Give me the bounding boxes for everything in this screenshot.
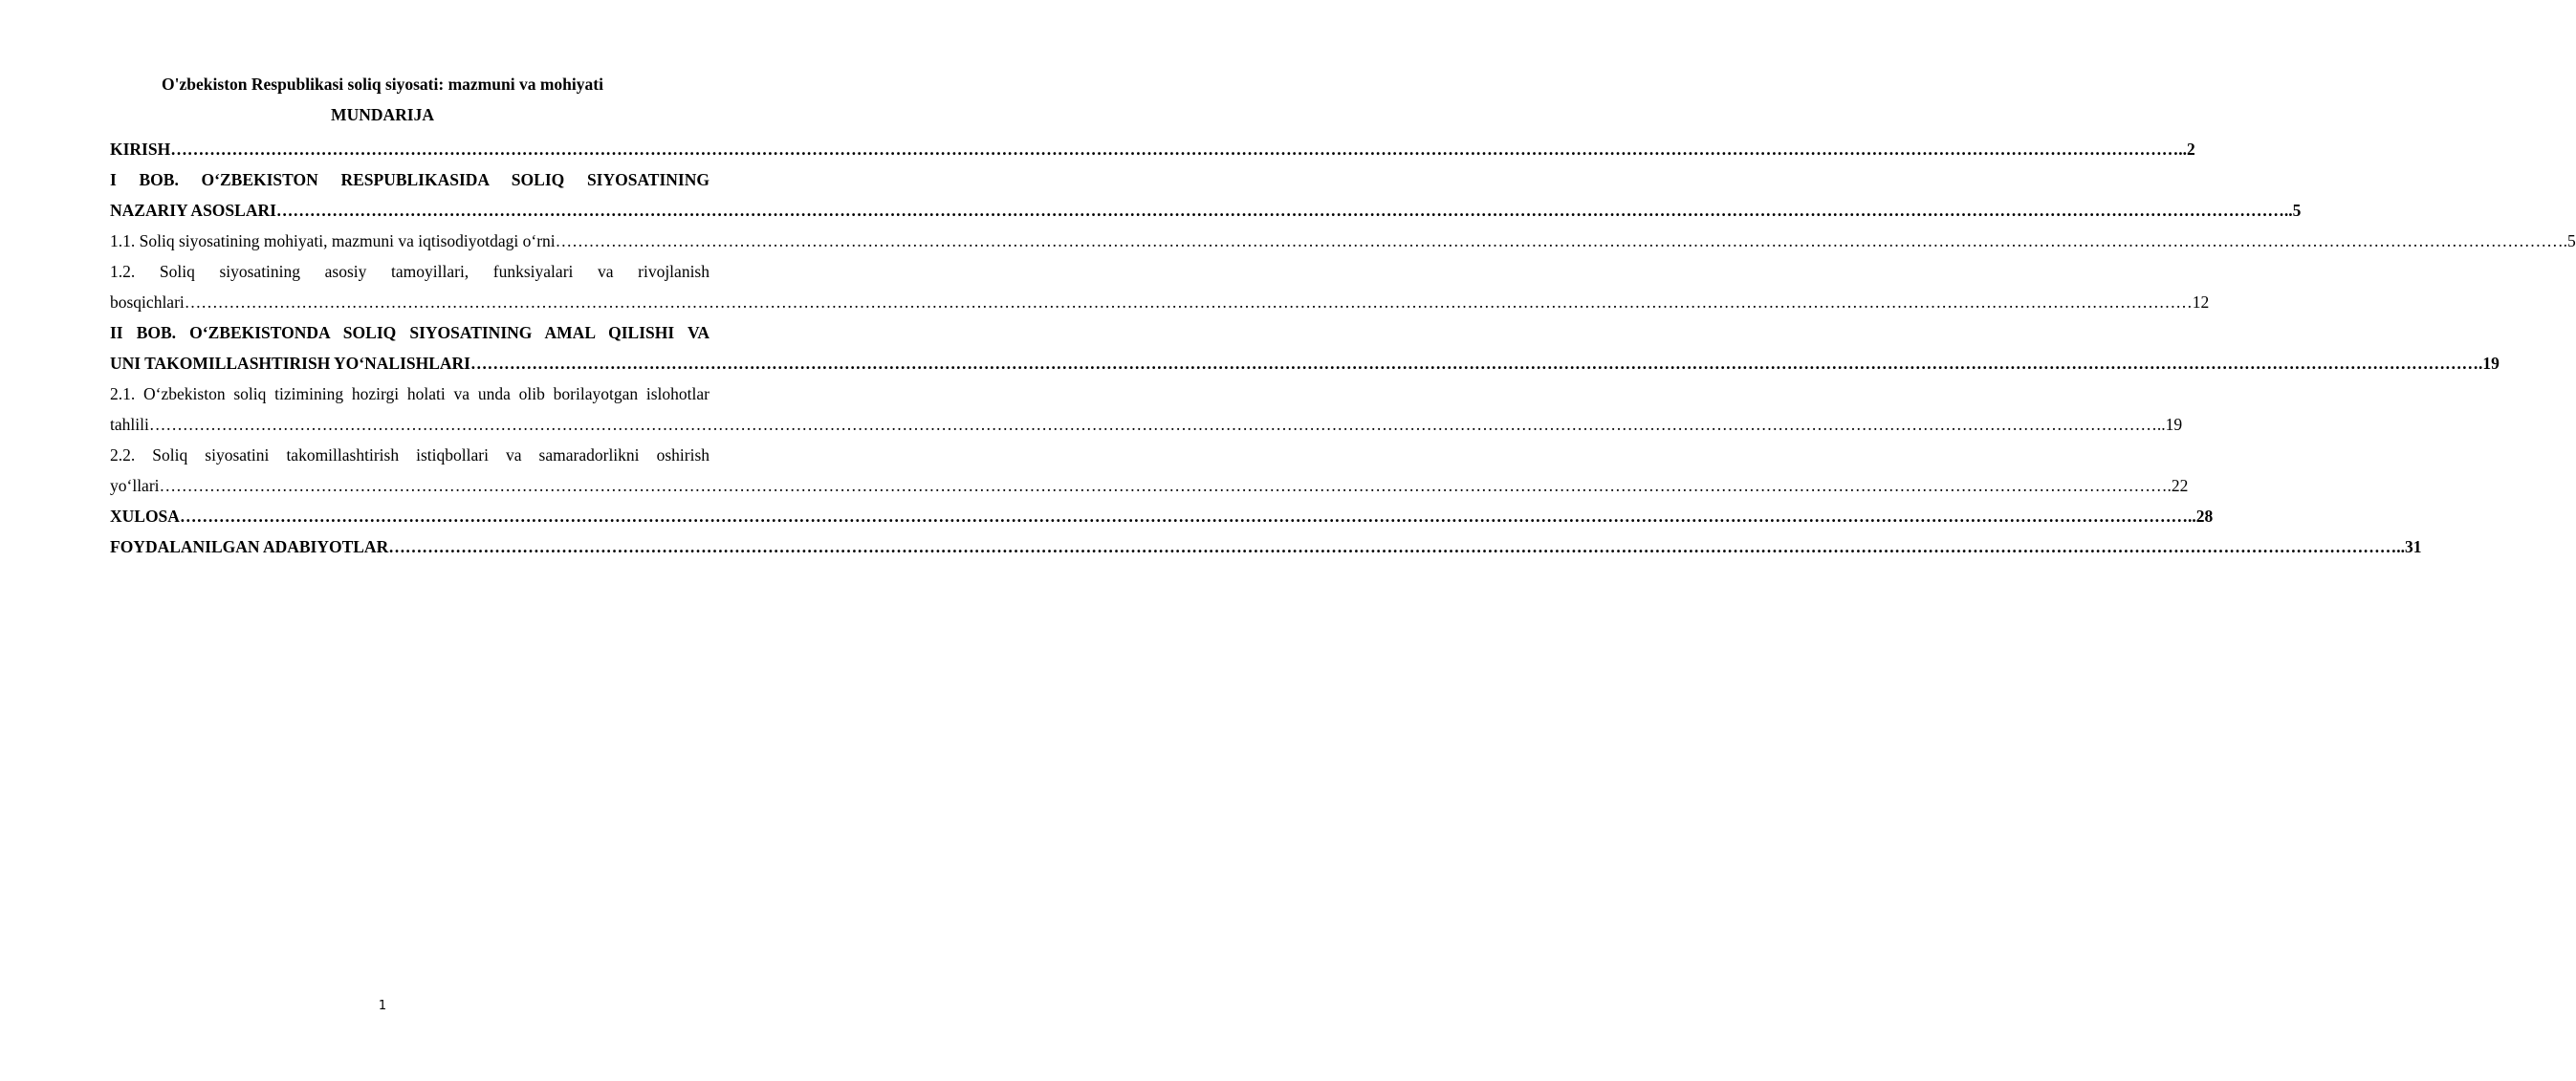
toc-entry-label: XULOSA xyxy=(110,507,180,526)
toc-entry-bob2-line1: II BOB. O‘ZBEKISTONDA SOLIQ SIYOSATINING AMAL QILISHI VA xyxy=(110,323,709,342)
toc-entry-1-1 xyxy=(110,226,2576,256)
toc-page-number: .5 xyxy=(2563,231,2576,250)
toc-entry-label: FOYDALANILGAN ADABIYOTLAR xyxy=(110,537,389,556)
toc-entry-2-1-line1: 2.1. O‘zbekiston soliq tizimining hozirgi holati va unda olib borilayotgan islohotlar xyxy=(110,384,709,403)
dot-leader: ……………………………………………………………………………………………………………………………………………………………………………………………………………………………………………………………………………………………………………………………… xyxy=(275,201,2284,220)
toc-page-number: 12 xyxy=(2192,292,2210,312)
toc-entry-label: tahlili xyxy=(110,415,149,434)
dot-leader: ……………………………………………………………………………………………………………………………………………………………………………………………………………………………………………………………………………………………………………………………… xyxy=(148,415,2157,434)
toc-entry-kirish xyxy=(110,134,2195,164)
toc-entry-bob1-line1: I BOB. O‘ZBEKISTON RESPUBLIKASIDA SOLIQ SIYOSATINING xyxy=(110,170,709,189)
toc-entry-label: UNI TAKOMILLASHTIRISH YO‘NALISHLARI xyxy=(110,354,470,373)
toc-entry-adabiyotlar xyxy=(110,531,2422,562)
dot-leader: ……………………………………………………………………………………………………………………………………………………………………………………………………………………………………………………………………………………………………………………………… xyxy=(179,507,2188,526)
toc-entry-xulosa xyxy=(110,501,2214,531)
toc-page-number: ..2 xyxy=(2178,140,2195,159)
dot-leader: ……………………………………………………………………………………………………………………………………………………………………………………………………………………………………………………………………………………………………………………………… xyxy=(170,140,2179,159)
toc-entry-label: KIRISH xyxy=(110,140,171,159)
toc-entry-label: 1.1. Soliq siyosatining mohiyati, mazmuni va iqtisodiyotdagi o‘rni xyxy=(110,231,556,250)
toc-entry-1-2 xyxy=(110,287,2210,317)
toc-page-number: ..5 xyxy=(2283,201,2302,220)
toc-entry-label: NAZARIY ASOSLARI xyxy=(110,201,276,220)
toc-page-number: ..28 xyxy=(2187,507,2214,526)
toc-entry-2-2-line1: 2.2. Soliq siyosatini takomillashtirish istiqbollari va samaradorlikni oshirish xyxy=(110,445,709,465)
document-title: O'zbekiston Respublikasi soliq siyosati: mazmuni va mohiyati xyxy=(162,75,603,94)
toc-page-number: ..31 xyxy=(2396,537,2422,556)
toc-entry-2-1 xyxy=(110,409,2183,440)
dot-leader: ……………………………………………………………………………………………………………………………………………………………………………………………………………………………………………………………………………………………………………………………… xyxy=(159,476,2168,495)
dot-leader: ……………………………………………………………………………………………………………………………………………………………………………………………………………………………………………………………………………………………………………………………… xyxy=(388,537,2397,556)
dot-leader: ……………………………………………………………………………………………………………………………………………………………………………………………………………………………………………………………………………………………………………………………… xyxy=(184,292,2193,312)
toc-heading: MUNDARIJA xyxy=(331,105,434,124)
toc-page-number: .22 xyxy=(2167,476,2189,495)
toc-entry-1-2-line1: 1.2. Soliq siyosatining asosiy tamoyillari, funksiyalari va rivojlanish xyxy=(110,262,709,281)
dot-leader: ……………………………………………………………………………………………………………………………………………………………………………………………………………………………………………………………………………………………………………………………… xyxy=(555,231,2564,250)
toc-page-number: ..19 xyxy=(2156,415,2183,434)
dot-leader: ……………………………………………………………………………………………………………………………………………………………………………………………………………………………………………………………………………………………………………………………… xyxy=(469,354,2478,373)
toc-entry-bob2 xyxy=(110,348,2500,378)
toc-entry-2-2 xyxy=(110,470,2189,501)
toc-entry-label: yo‘llari xyxy=(110,476,160,495)
toc-page-number: .19 xyxy=(2478,354,2500,373)
table-of-contents xyxy=(110,134,2576,562)
page-number: 1 xyxy=(378,999,387,1013)
toc-entry-bob1 xyxy=(110,195,2302,226)
toc-entry-label: bosqichlari xyxy=(110,292,185,312)
